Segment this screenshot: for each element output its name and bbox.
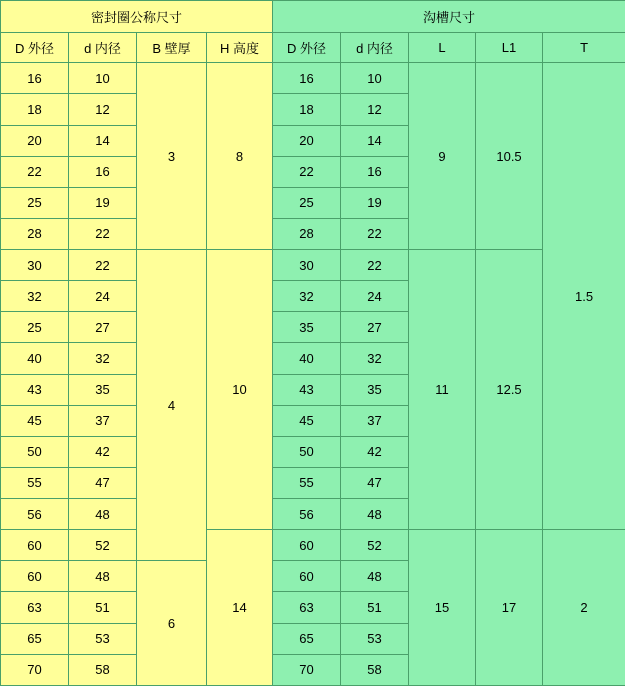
cell-seal-D: 30 xyxy=(1,250,69,281)
cell-seal-D: 40 xyxy=(1,343,69,374)
cell-groove-D: 60 xyxy=(273,561,341,592)
cell-groove-D: 35 xyxy=(273,312,341,343)
cell-groove-D: 25 xyxy=(273,187,341,218)
col-header-groove-D: D 外径 xyxy=(273,33,341,63)
table-row xyxy=(1,63,625,94)
cell-seal-D: 20 xyxy=(1,125,69,156)
cell-seal-D: 43 xyxy=(1,374,69,405)
table-row xyxy=(1,530,625,561)
cell-groove-D: 43 xyxy=(273,374,341,405)
cell-groove-D: 50 xyxy=(273,436,341,467)
cell-seal-B: 4 xyxy=(137,250,207,561)
cell-seal-d: 48 xyxy=(69,561,137,592)
cell-seal-d: 10 xyxy=(69,63,137,94)
col-header-seal-D: D 外径 xyxy=(1,33,69,63)
cell-groove-L1: 17 xyxy=(476,530,543,686)
cell-seal-d: 48 xyxy=(69,499,137,530)
cell-seal-D: 50 xyxy=(1,436,69,467)
cell-seal-D: 28 xyxy=(1,218,69,249)
cell-seal-d: 58 xyxy=(69,654,137,685)
cell-seal-d: 24 xyxy=(69,281,137,312)
cell-groove-d: 16 xyxy=(341,156,409,187)
group-header-row xyxy=(1,1,625,33)
cell-groove-L: 15 xyxy=(409,530,476,686)
cell-groove-d: 32 xyxy=(341,343,409,374)
cell-seal-d: 16 xyxy=(69,156,137,187)
table-row xyxy=(1,250,625,281)
cell-groove-D: 55 xyxy=(273,467,341,498)
cell-seal-d: 32 xyxy=(69,343,137,374)
cell-groove-d: 27 xyxy=(341,312,409,343)
cell-seal-d: 22 xyxy=(69,218,137,249)
cell-groove-T: 2 xyxy=(543,530,625,686)
cell-seal-d: 22 xyxy=(69,250,137,281)
cell-seal-d: 14 xyxy=(69,125,137,156)
cell-groove-d: 48 xyxy=(341,561,409,592)
group-header-groove: 沟槽尺寸 xyxy=(273,1,625,33)
cell-groove-D: 60 xyxy=(273,530,341,561)
cell-seal-H: 10 xyxy=(207,250,273,530)
cell-groove-D: 63 xyxy=(273,592,341,623)
cell-seal-D: 55 xyxy=(1,467,69,498)
cell-groove-d: 53 xyxy=(341,623,409,654)
cell-groove-d: 37 xyxy=(341,405,409,436)
cell-seal-D: 60 xyxy=(1,530,69,561)
cell-seal-D: 56 xyxy=(1,499,69,530)
cell-groove-L: 9 xyxy=(409,63,476,250)
cell-groove-L1: 12.5 xyxy=(476,250,543,530)
col-header-seal-d: d 内径 xyxy=(69,33,137,63)
cell-seal-D: 25 xyxy=(1,312,69,343)
cell-groove-D: 20 xyxy=(273,125,341,156)
cell-seal-d: 12 xyxy=(69,94,137,125)
cell-seal-D: 63 xyxy=(1,592,69,623)
cell-seal-D: 70 xyxy=(1,654,69,685)
cell-seal-D: 32 xyxy=(1,281,69,312)
cell-groove-d: 52 xyxy=(341,530,409,561)
cell-seal-d: 47 xyxy=(69,467,137,498)
cell-groove-L: 11 xyxy=(409,250,476,530)
cell-groove-D: 70 xyxy=(273,654,341,685)
cell-seal-d: 27 xyxy=(69,312,137,343)
col-header-seal-B: B 壁厚 xyxy=(137,33,207,63)
cell-groove-d: 24 xyxy=(341,281,409,312)
cell-groove-D: 16 xyxy=(273,63,341,94)
cell-groove-D: 56 xyxy=(273,499,341,530)
cell-groove-D: 40 xyxy=(273,343,341,374)
cell-seal-H: 8 xyxy=(207,63,273,250)
cell-groove-D: 28 xyxy=(273,218,341,249)
cell-groove-d: 12 xyxy=(341,94,409,125)
cell-seal-d: 52 xyxy=(69,530,137,561)
cell-seal-d: 51 xyxy=(69,592,137,623)
cell-groove-D: 22 xyxy=(273,156,341,187)
cell-groove-d: 42 xyxy=(341,436,409,467)
cell-seal-H: 14 xyxy=(207,530,273,686)
col-header-groove-L1: L1 xyxy=(476,33,543,63)
cell-groove-T: 1.5 xyxy=(543,63,625,530)
cell-groove-d: 48 xyxy=(341,499,409,530)
cell-seal-D: 60 xyxy=(1,561,69,592)
cell-seal-d: 42 xyxy=(69,436,137,467)
cell-groove-d: 47 xyxy=(341,467,409,498)
cell-groove-d: 10 xyxy=(341,63,409,94)
col-header-groove-L: L xyxy=(409,33,476,63)
cell-groove-D: 18 xyxy=(273,94,341,125)
cell-seal-d: 53 xyxy=(69,623,137,654)
cell-seal-B: 6 xyxy=(137,561,207,686)
cell-seal-D: 25 xyxy=(1,187,69,218)
cell-groove-d: 35 xyxy=(341,374,409,405)
cell-groove-D: 65 xyxy=(273,623,341,654)
cell-seal-D: 45 xyxy=(1,405,69,436)
cell-groove-d: 14 xyxy=(341,125,409,156)
cell-groove-d: 58 xyxy=(341,654,409,685)
col-header-seal-H: H 高度 xyxy=(207,33,273,63)
cell-groove-d: 51 xyxy=(341,592,409,623)
cell-seal-d: 19 xyxy=(69,187,137,218)
cell-groove-d: 22 xyxy=(341,250,409,281)
col-header-groove-T: T xyxy=(543,33,625,63)
cell-groove-D: 45 xyxy=(273,405,341,436)
cell-seal-D: 16 xyxy=(1,63,69,94)
cell-seal-D: 22 xyxy=(1,156,69,187)
cell-groove-d: 22 xyxy=(341,218,409,249)
cell-seal-D: 18 xyxy=(1,94,69,125)
cell-groove-D: 30 xyxy=(273,250,341,281)
cell-seal-B: 3 xyxy=(137,63,207,250)
cell-seal-d: 37 xyxy=(69,405,137,436)
cell-groove-L1: 10.5 xyxy=(476,63,543,250)
cell-groove-d: 19 xyxy=(341,187,409,218)
cell-groove-D: 32 xyxy=(273,281,341,312)
cell-seal-d: 35 xyxy=(69,374,137,405)
col-header-groove-d: d 内径 xyxy=(341,33,409,63)
column-header-row xyxy=(1,33,625,63)
group-header-seal: 密封圈公称尺寸 xyxy=(1,1,273,33)
cell-seal-D: 65 xyxy=(1,623,69,654)
